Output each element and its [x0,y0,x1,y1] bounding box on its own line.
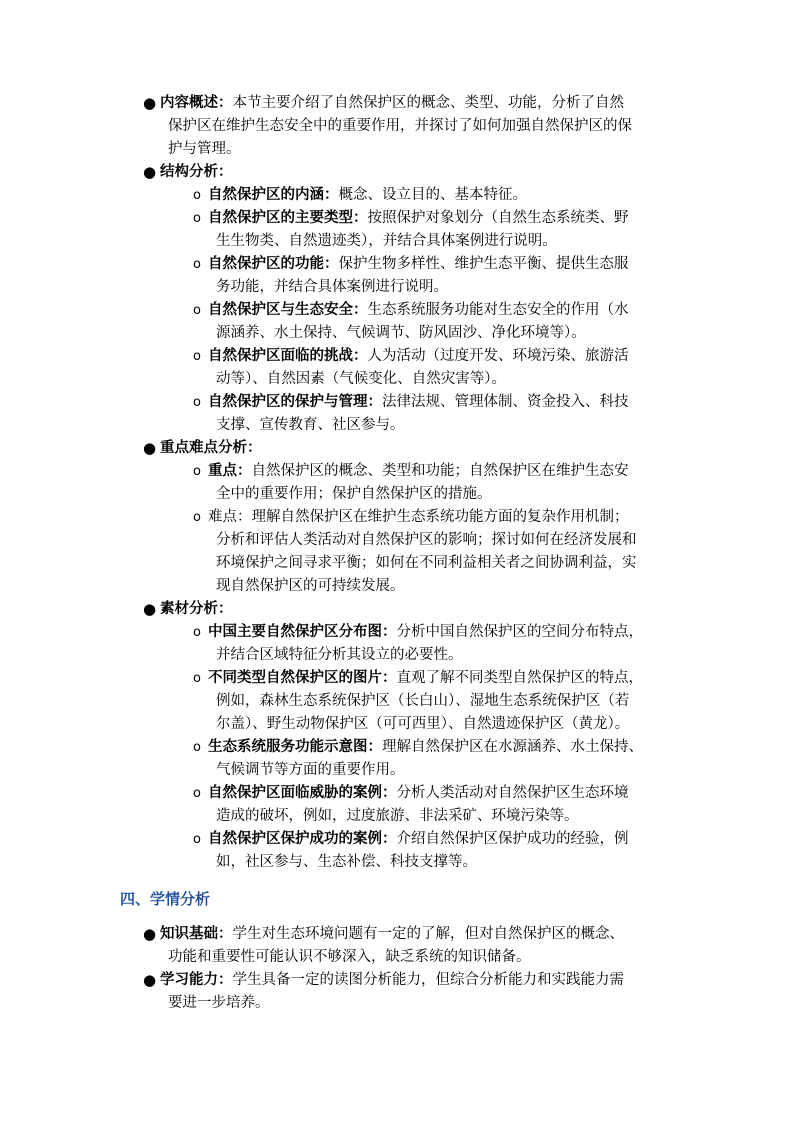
sublist-item [193,460,678,506]
sublist-item [193,184,678,207]
circle-icon: o [193,786,201,801]
subitem-text: 动等）、自然因素（气候变化、自然灾害等）。 [216,371,506,387]
subitem-heading: 中国主要自然保护区分布图： [208,624,397,640]
circle-icon: o [193,257,201,272]
sublist-item [193,345,678,391]
item-text: 要进一步培养。 [168,995,270,1011]
subitem-text: 生态系统服务功能对生态安全的作用（水 [367,302,629,318]
circle-icon: o [193,671,201,686]
bullet-icon: ● [143,163,157,181]
list-item-learning [143,969,676,1015]
subitem-text: 尔盖）、野生动物保护区（可可西里）、自然遗迹保护区（黄龙）。 [216,716,630,732]
item-heading: 知识基础： [160,926,233,942]
sublist [160,184,676,437]
sublist [160,460,676,598]
item-heading: 学习能力： [160,972,233,988]
subitem-text: 环境保护之间寻求平衡；如何在不同利益相关者之间协调利益，实 [216,555,637,571]
subitem-text: 并结合区域特征分析其设立的必要性。 [216,647,463,663]
bullet-icon: ● [143,925,157,943]
item-heading: 结构分析： [160,164,233,180]
circle-icon: o [193,464,201,479]
list-item-overview [143,92,676,161]
circle-icon: o [193,303,201,318]
subitem-heading: 自然保护区的功能： [208,256,339,272]
section4-list [0,923,794,1015]
subitem-heading: 自然保护区面临的挑战： [208,348,368,364]
item-text: 功能和重要性可能认识不够深入，缺乏系统的知识储备。 [168,949,531,965]
circle-icon: o [193,211,201,226]
bullet-icon: ● [143,971,157,989]
list-item-structure [143,161,676,437]
subitem-text: 支撑、宣传教育、社区参与。 [216,417,405,433]
circle-icon: o [193,349,201,364]
subitem-heading: 自然保护区的主要类型： [208,210,368,226]
subitem-text: 现自然保护区的可持续发展。 [216,578,405,594]
subitem-text: 人为活动（过度开发、环境污染、旅游活 [367,348,629,364]
subitem-text: 源涵养、水土保持、气候调节、防风固沙、净化环境等）。 [216,325,586,341]
subitem-text: 自然保护区的概念、类型和功能；自然保护区在维护生态安 [251,463,629,479]
bullet-icon: ● [143,94,157,112]
subitem-heading: 重点： [208,463,252,479]
sublist-item [193,506,678,598]
bullet-icon: ● [143,439,157,457]
subitem-text: 概念、设立目的、基本特征。 [338,187,527,203]
subitem-heading: 自然保护区的内涵： [208,187,339,203]
item-text: 本节主要介绍了自然保护区的概念、类型、功能，分析了自然 [232,95,624,111]
circle-icon: o [193,832,201,847]
list-item-materials [143,598,676,874]
subitem-text: 分析中国自然保护区的空间分布特点， [396,624,643,640]
item-text: 学生具备一定的读图分析能力，但综合分析能力和实践能力需 [232,972,624,988]
subitem-text: 务功能，并结合具体案例进行说明。 [216,279,448,295]
subitem-heading: 自然保护区与生态安全： [208,302,368,318]
subitem-heading: 自然保护区保护成功的案例： [208,831,397,847]
sublist-item [193,207,678,253]
item-heading: 重点难点分析： [160,440,262,456]
subitem-text: 分析和评估人类活动对自然保护区的影响；探讨如何在经济发展和 [216,532,637,548]
list-item-key-difficulties [143,437,676,598]
subitem-text: 分析人类活动对自然保护区生态环境 [396,785,629,801]
subitem-text: 例如，森林生态系统保护区（长白山）、湿地生态系统保护区（若 [216,693,630,709]
sublist-item [193,391,678,437]
sublist-item [193,782,678,828]
section-heading: 四、学情分析 [120,890,211,908]
subitem-text: 保护生物多样性、维护生态平衡、提供生态服 [338,256,629,272]
subitem-heading: 自然保护区面临威胁的案例： [208,785,397,801]
sublist-item [193,253,678,299]
circle-icon: o [193,740,201,755]
outline-list [0,92,794,874]
bullet-icon: ● [143,600,157,618]
subitem-text: 生生物类、自然遗迹类），并结合具体案例进行说明。 [216,233,557,249]
item-heading: 素材分析： [160,601,233,617]
item-text: 学生对生态环境问题有一定的了解，但对自然保护区的概念、 [232,926,624,942]
subitem-text: 直观了解不同类型自然保护区的特点， [396,670,643,686]
document-page [0,92,794,1015]
sublist-item [193,667,678,736]
subitem-heading: 自然保护区的保护与管理： [208,394,382,410]
sublist [160,621,676,874]
subitem-text: 难点：理解自然保护区在维护生态系统功能方面的复杂作用机制； [208,509,629,525]
subitem-heading: 生态系统服务功能示意图： [208,739,382,755]
sublist-item [193,299,678,345]
item-text: 保护区在维护生态安全中的重要作用，并探讨了如何加强自然保护区的保 [168,118,632,134]
item-text: 护与管理。 [168,141,241,157]
circle-icon: o [193,510,201,525]
circle-icon: o [193,395,201,410]
subitem-text: 法律法规、管理体制、资金投入、科技 [382,394,629,410]
sublist-item [193,736,678,782]
sublist-item [193,828,678,874]
subitem-text: 气候调节等方面的重要作用。 [216,762,405,778]
subitem-text: 介绍自然保护区保护成功的经验，例 [396,831,629,847]
circle-icon: o [193,188,201,203]
subitem-text: 如，社区参与、生态补偿、科技支撑等。 [216,854,477,870]
circle-icon: o [193,625,201,640]
sublist-item [193,621,678,667]
subitem-heading: 不同类型自然保护区的图片： [208,670,397,686]
subitem-text: 全中的重要作用；保护自然保护区的措施。 [216,486,492,502]
subitem-text: 按照保护对象划分（自然生态系统类、野 [367,210,629,226]
subitem-text: 理解自然保护区在水源涵养、水土保持、 [382,739,643,755]
subitem-text: 造成的破坏，例如，过度旅游、非法采矿、环境污染等。 [216,808,579,824]
item-heading: 内容概述： [160,95,233,111]
list-item-knowledge [143,923,676,969]
